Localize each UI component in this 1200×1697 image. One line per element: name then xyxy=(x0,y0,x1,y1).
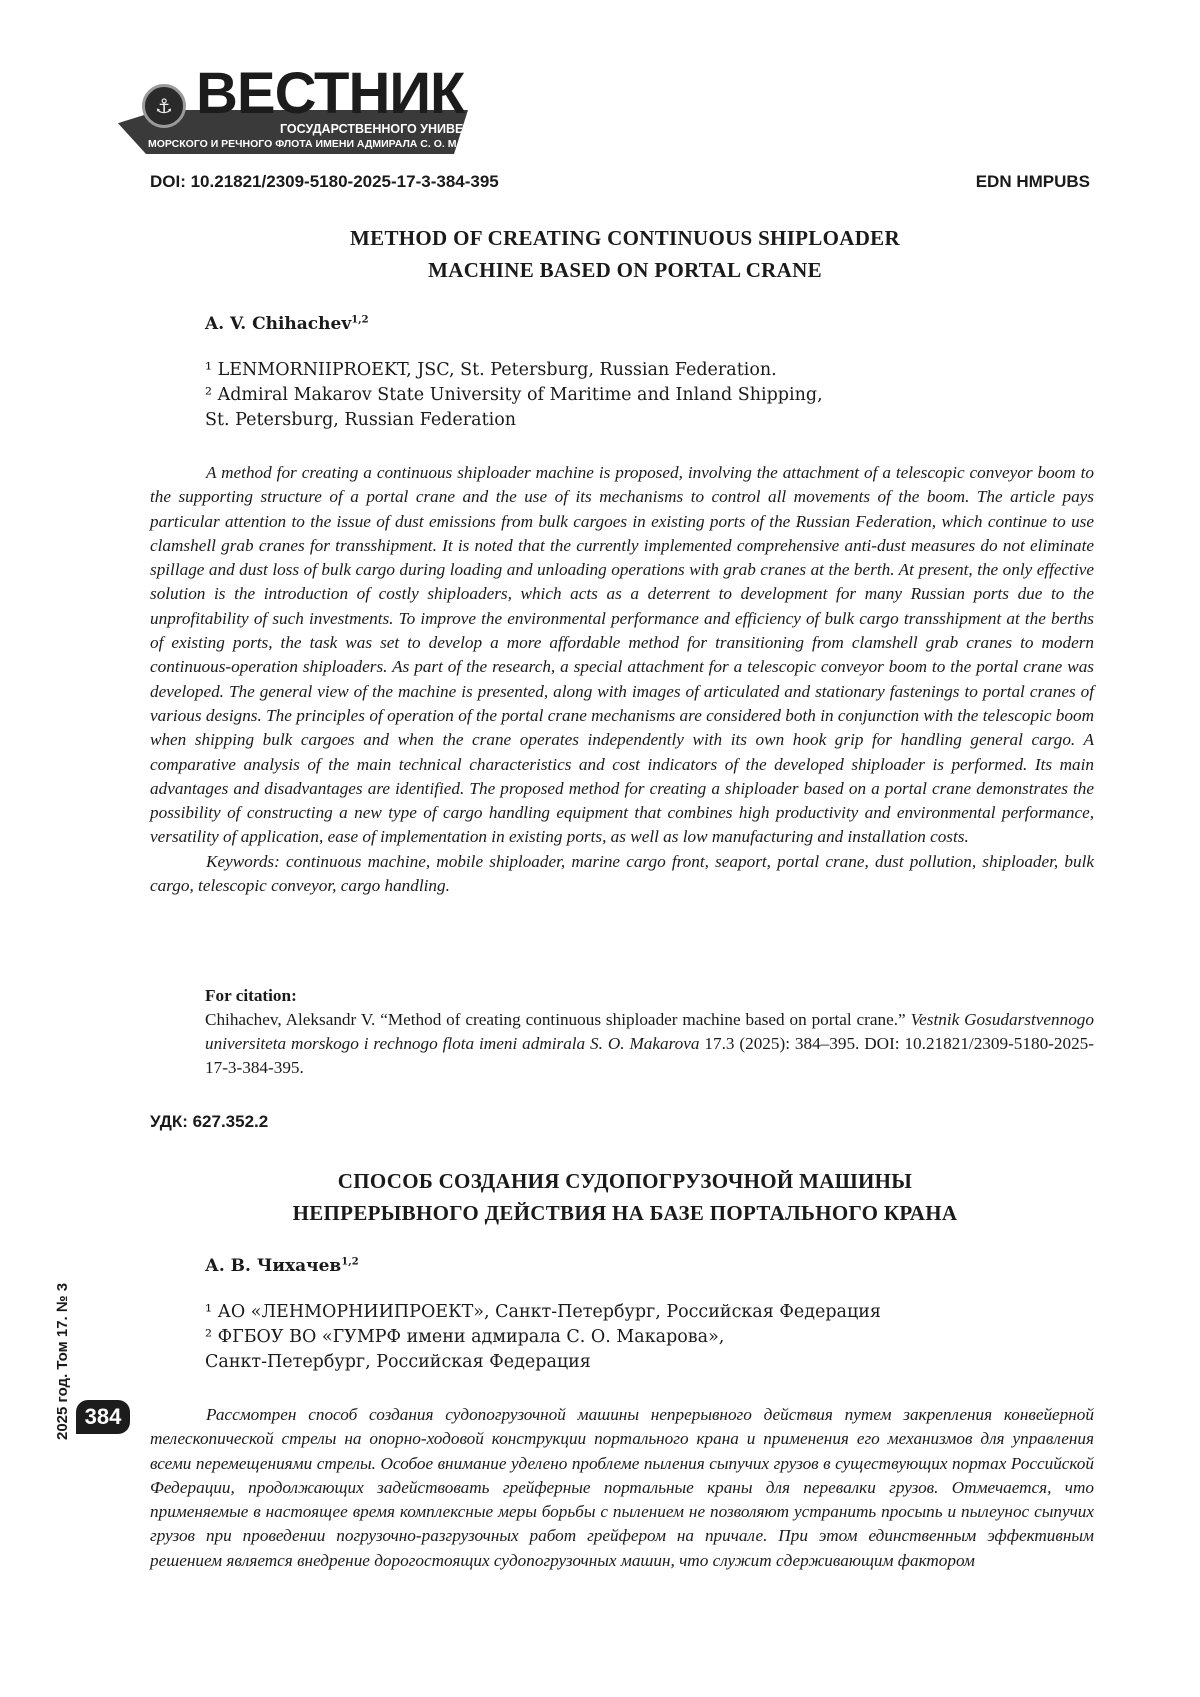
logo-subtitle: ГОСУДАРСТВЕННОГО УНИВЕРСИТЕТА xyxy=(280,122,522,136)
affiliation-ru-1: ¹ АО «ЛЕНМОРНИИПРОЕКТ», Санкт-Петербург, Российская Федерация xyxy=(205,1302,881,1322)
russian-title xyxy=(150,1165,1100,1229)
citation-part-b: 17.3 (2025): 384–395. DOI: 10.21821/2309-5180-2025-17-3-384-395. xyxy=(205,1034,1094,1077)
affiliation-1: ¹ LENMORNIIPROEKT, JSC, St. Petersburg, Russian Federation. xyxy=(205,360,777,380)
russian-title-line-2: НЕПРЕРЫВНОГО ДЕЙСТВИЯ НА БАЗЕ ПОРТАЛЬНОГО КРАНА xyxy=(292,1201,958,1225)
citation-part-a: Chihachev, Aleksandr V. “Method of creating continuous shiploader machine based on portal crane.” xyxy=(205,1010,911,1029)
english-affiliations xyxy=(205,358,823,433)
english-title xyxy=(150,222,1100,286)
abstract-text-ru: Рассмотрен способ создания судопогрузочной машины непрерывного действия путем закрепления конвейерной телескопической стрелы на опорно-ходовой конструкции портального крана и применения его механизмов для управления всеми перемещениями стрелы. Особое внимание уделено проблеме пыления сыпучих грузов в существующих портах Российской Федерации, продолжающих задействовать грейферные портальные краны для перевалки грузов. Отмечается, что применяемые в настоящее время комплексные меры борьбы с пылением не позволяют устранить просыпь и пылеунос сыпучих грузов при проведении погрузочно-разгрузочных работ грейфером на причале. При этом единственным эффективным решением является внедрение дорогостоящих судопогрузочных машин, что служит сдерживающим фактором xyxy=(150,1405,1094,1570)
russian-affiliations xyxy=(205,1300,881,1375)
author-sup: 1,2 xyxy=(351,314,369,326)
citation-text xyxy=(205,1008,1094,1080)
citation-label: For citation: xyxy=(205,986,297,1005)
english-author xyxy=(205,314,369,334)
english-abstract xyxy=(150,461,1094,898)
english-title-line-1: METHOD OF CREATING CONTINUOUS SHIPLOADER xyxy=(350,226,900,250)
author-name: A. V. Chihachev xyxy=(205,314,352,334)
affiliation-2: ² Admiral Makarov State University of Maritime and Inland Shipping, xyxy=(205,385,823,405)
russian-title-line-1: СПОСОБ СОЗДАНИЯ СУДОПОГРУЗОЧНОЙ МАШИНЫ xyxy=(337,1169,913,1193)
citation-journal: Vestnik Gosudarstvennogo universiteta morskogo i rechnogo flota imeni admirala S. O. Makarova xyxy=(205,1010,1094,1053)
logo-title: ВЕСТНИК xyxy=(196,61,465,126)
keywords: Keywords: continuous machine, mobile shiploader, marine cargo front, seaport, portal crane, dust pollution, shiploader, bulk cargo, telescopic conveyor, cargo handling. xyxy=(150,851,1094,896)
affiliation-ru-3: Санкт-Петербург, Российская Федерация xyxy=(205,1352,591,1372)
citation-block xyxy=(205,984,1094,1080)
affiliation-3: St. Petersburg, Russian Federation xyxy=(205,410,517,430)
abstract-text: A method for creating a continuous shiploader machine is proposed, involving the attachment of a telescopic conveyor boom to the supporting structure of a portal crane and the use of its mechanisms to control all movements of the boom. The article pays particular attention to the issue of dust emissions from bulk cargoes in existing ports of the Russian Federation, which continue to use clamshell grab cranes for transshipment. It is noted that the currently implemented comprehensive anti-dust measures do not eliminate spillage and dust loss of bulk cargo during loading and unloading operations with grab cranes at the berth. At present, the only effective solution is the introduction of costly shiploaders, which acts as a deterrent to development for many Russian ports due to the unprofitability of such investments. To improve the environmental performance and efficiency of bulk cargo transshipment at the berths of existing ports, the task was set to develop a more affordable method for transitioning from clamshell grab cranes to modern continuous-operation shiploaders. As part of the research, a special attachment for a telescopic conveyor boom to the portal crane was developed. The general view of the machine is presented, along with images of articulated and stationary fastenings to portal cranes of various designs. The principles of operation of the portal crane mechanisms are considered both in conjunction with the telescopic boom when shipping bulk cargoes and when the crane operates independently with its own hook grip for handling general cargo. A comparative analysis of the main technical characteristics and cost indicators of the developed shiploader is performed. Its main advantages and disadvantages are identified. The proposed method for creating a shiploader based on a portal crane demonstrates the possibility of constructing a new type of cargo handling equipment that combines high productivity and environmental performance, versatility of application, ease of implementation in existing ports, as well as low manufacturing and installation costs. xyxy=(150,463,1094,847)
page-number: 384 xyxy=(76,1400,130,1434)
anchor-icon: ⚓ xyxy=(142,84,186,128)
edn-label: EDN HMPUBS xyxy=(975,172,1090,191)
russian-abstract xyxy=(150,1403,1094,1573)
doi-label: DOI: 10.21821/2309-5180-2025-17-3-384-395 xyxy=(150,172,499,191)
issue-vertical-label: 2025 год. Том 17. № 3 xyxy=(54,1282,71,1440)
english-title-line-2: MACHINE BASED ON PORTAL CRANE xyxy=(428,258,822,282)
affiliation-ru-2: ² ФГБОУ ВО «ГУМРФ имени адмирала С. О. Макарова», xyxy=(205,1327,725,1347)
logo-subtitle-2: МОРСКОГО И РЕЧНОГО ФЛОТА ИМЕНИ АДМИРАЛА С. О. МАКАРОВА xyxy=(148,138,508,150)
russian-author xyxy=(205,1256,359,1276)
author-sup-ru: 1,2 xyxy=(341,1256,359,1268)
author-name-ru: А. В. Чихачев xyxy=(205,1256,342,1276)
udc-label: УДК: 627.352.2 xyxy=(150,1112,269,1131)
journal-logo xyxy=(118,61,522,154)
